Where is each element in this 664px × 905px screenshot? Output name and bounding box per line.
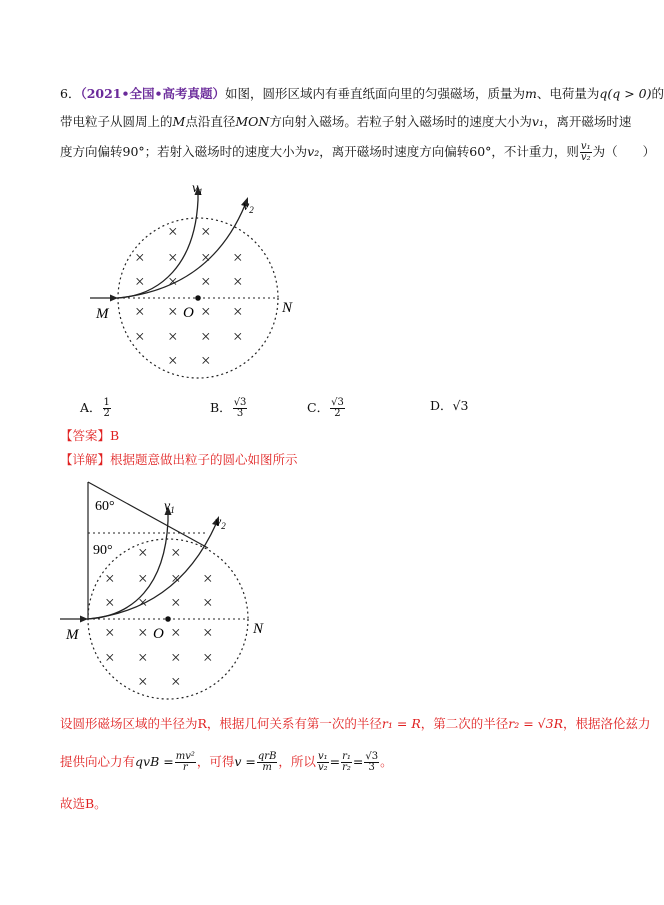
question-line-2: 带电粒子从圆周上的M点沿直径MON方向射入磁场。若粒子射入磁场时的速度大小为v₁，离开磁场时速 <box>60 114 632 129</box>
svg-text:×: × <box>201 351 211 370</box>
angle-60: 60° <box>95 499 115 514</box>
option-B[interactable]: B． $\frac{√3}{3}$ <box>210 397 247 419</box>
trajectory-v1 <box>118 200 198 298</box>
svg-text:×: × <box>168 222 178 241</box>
option-D[interactable]: D．√3 <box>430 398 469 413</box>
question-line-3: 度方向偏转90°；若射入磁场时的速度大小为v₂，离开磁场时速度方向偏转60°，不计重力，则 $\frac{\text{v₁}}{\text{v₂}}$ 为（ ） <box>60 141 656 163</box>
label-N: N <box>282 300 293 316</box>
svg-text:×: × <box>105 569 115 588</box>
svg-text:×: × <box>138 672 148 691</box>
svg-text:×: × <box>203 569 213 588</box>
label-O: O <box>183 305 194 321</box>
answer-label: 【答案】B <box>60 428 120 443</box>
svg-text:×: × <box>233 248 243 267</box>
label-v2: $v_2$ <box>243 199 254 215</box>
label-v2-2: $v_2$ <box>215 515 226 531</box>
incoming-arrow-head <box>110 295 118 302</box>
svg-text:×: × <box>201 302 211 321</box>
field-crosses-2 <box>105 543 213 691</box>
svg-text:×: × <box>138 623 148 642</box>
svg-text:×: × <box>233 302 243 321</box>
radius-slanted <box>88 482 208 548</box>
svg-text:×: × <box>201 327 211 346</box>
question-number: 6． <box>60 86 81 101</box>
explanation-intro: 【详解】根据题意做出粒子的圆心如图所示 <box>60 452 298 467</box>
svg-text:×: × <box>168 351 178 370</box>
svg-text:×: × <box>168 327 178 346</box>
option-A[interactable]: A． $\frac{1}{2}$ <box>80 397 110 419</box>
svg-text:×: × <box>201 272 211 291</box>
svg-text:×: × <box>203 593 213 612</box>
svg-text:×: × <box>171 543 181 562</box>
svg-text:×: × <box>201 248 211 267</box>
svg-text:×: × <box>233 327 243 346</box>
center-O-2 <box>165 616 171 622</box>
svg-text:×: × <box>168 302 178 321</box>
figure-1-diagram <box>80 170 320 380</box>
svg-text:×: × <box>233 272 243 291</box>
svg-text:×: × <box>171 623 181 642</box>
label-O-2: O <box>153 626 164 642</box>
svg-text:×: × <box>168 272 178 291</box>
field-crosses <box>135 222 243 370</box>
svg-text:×: × <box>105 593 115 612</box>
svg-text:×: × <box>171 593 181 612</box>
svg-text:×: × <box>171 672 181 691</box>
ratio-fraction: $\frac{\text{v₁}}{\text{v₂}}$ <box>580 141 591 163</box>
svg-text:×: × <box>135 302 145 321</box>
label-N-2: N <box>253 621 264 637</box>
svg-text:×: × <box>138 648 148 667</box>
svg-text:×: × <box>105 648 115 667</box>
svg-text:×: × <box>135 272 145 291</box>
explanation-line-1: 设圆形磁场区域的半径为R，根据几何关系有第一次的半径r₁ = R，第二次的半径r₂ = √3R，根据洛伦兹力 <box>60 716 651 731</box>
svg-text:×: × <box>135 327 145 346</box>
label-M: M <box>96 306 109 322</box>
source-tag: （2021•全国•高考真题） <box>80 86 225 101</box>
label-v1-2: $v_1$ <box>164 499 175 515</box>
conclusion: 故选B。 <box>60 796 107 811</box>
svg-text:×: × <box>135 248 145 267</box>
label-M-2: M <box>66 627 79 643</box>
svg-text:×: × <box>201 222 211 241</box>
option-C[interactable]: C． $\frac{√3}{2}$ <box>307 397 344 419</box>
svg-text:×: × <box>138 593 148 612</box>
svg-text:×: × <box>203 623 213 642</box>
svg-text:×: × <box>168 248 178 267</box>
explanation-line-2: 提供向心力有qvB = $\frac{\text{mv²}}{r}$ ，可得v = $\frac{\text{qrB}}{m}$ ，所以 $\frac{\text{v₁}}{\text{v₂}}$ = $\frac{\text{r₁}}{\text{r₂}}$ = $\frac{√3}{3}$ 。 <box>60 751 393 773</box>
label-v1: $v_1$ <box>192 181 203 197</box>
svg-text:×: × <box>138 569 148 588</box>
svg-text:×: × <box>171 648 181 667</box>
svg-text:×: × <box>138 543 148 562</box>
center-O <box>195 295 201 301</box>
svg-text:×: × <box>105 623 115 642</box>
svg-text:×: × <box>203 648 213 667</box>
incoming-arrow-head-2 <box>80 616 88 623</box>
figure-2-diagram <box>58 476 308 701</box>
svg-text:×: × <box>171 569 181 588</box>
angle-90: 90° <box>93 543 113 558</box>
trajectory-v1-2 <box>88 521 168 619</box>
question-line-1: 6．（2021•全国•高考真题）如图，圆形区域内有垂直纸面向里的匀强磁场，质量为m、电荷量为q(q > 0)的 <box>60 86 664 101</box>
